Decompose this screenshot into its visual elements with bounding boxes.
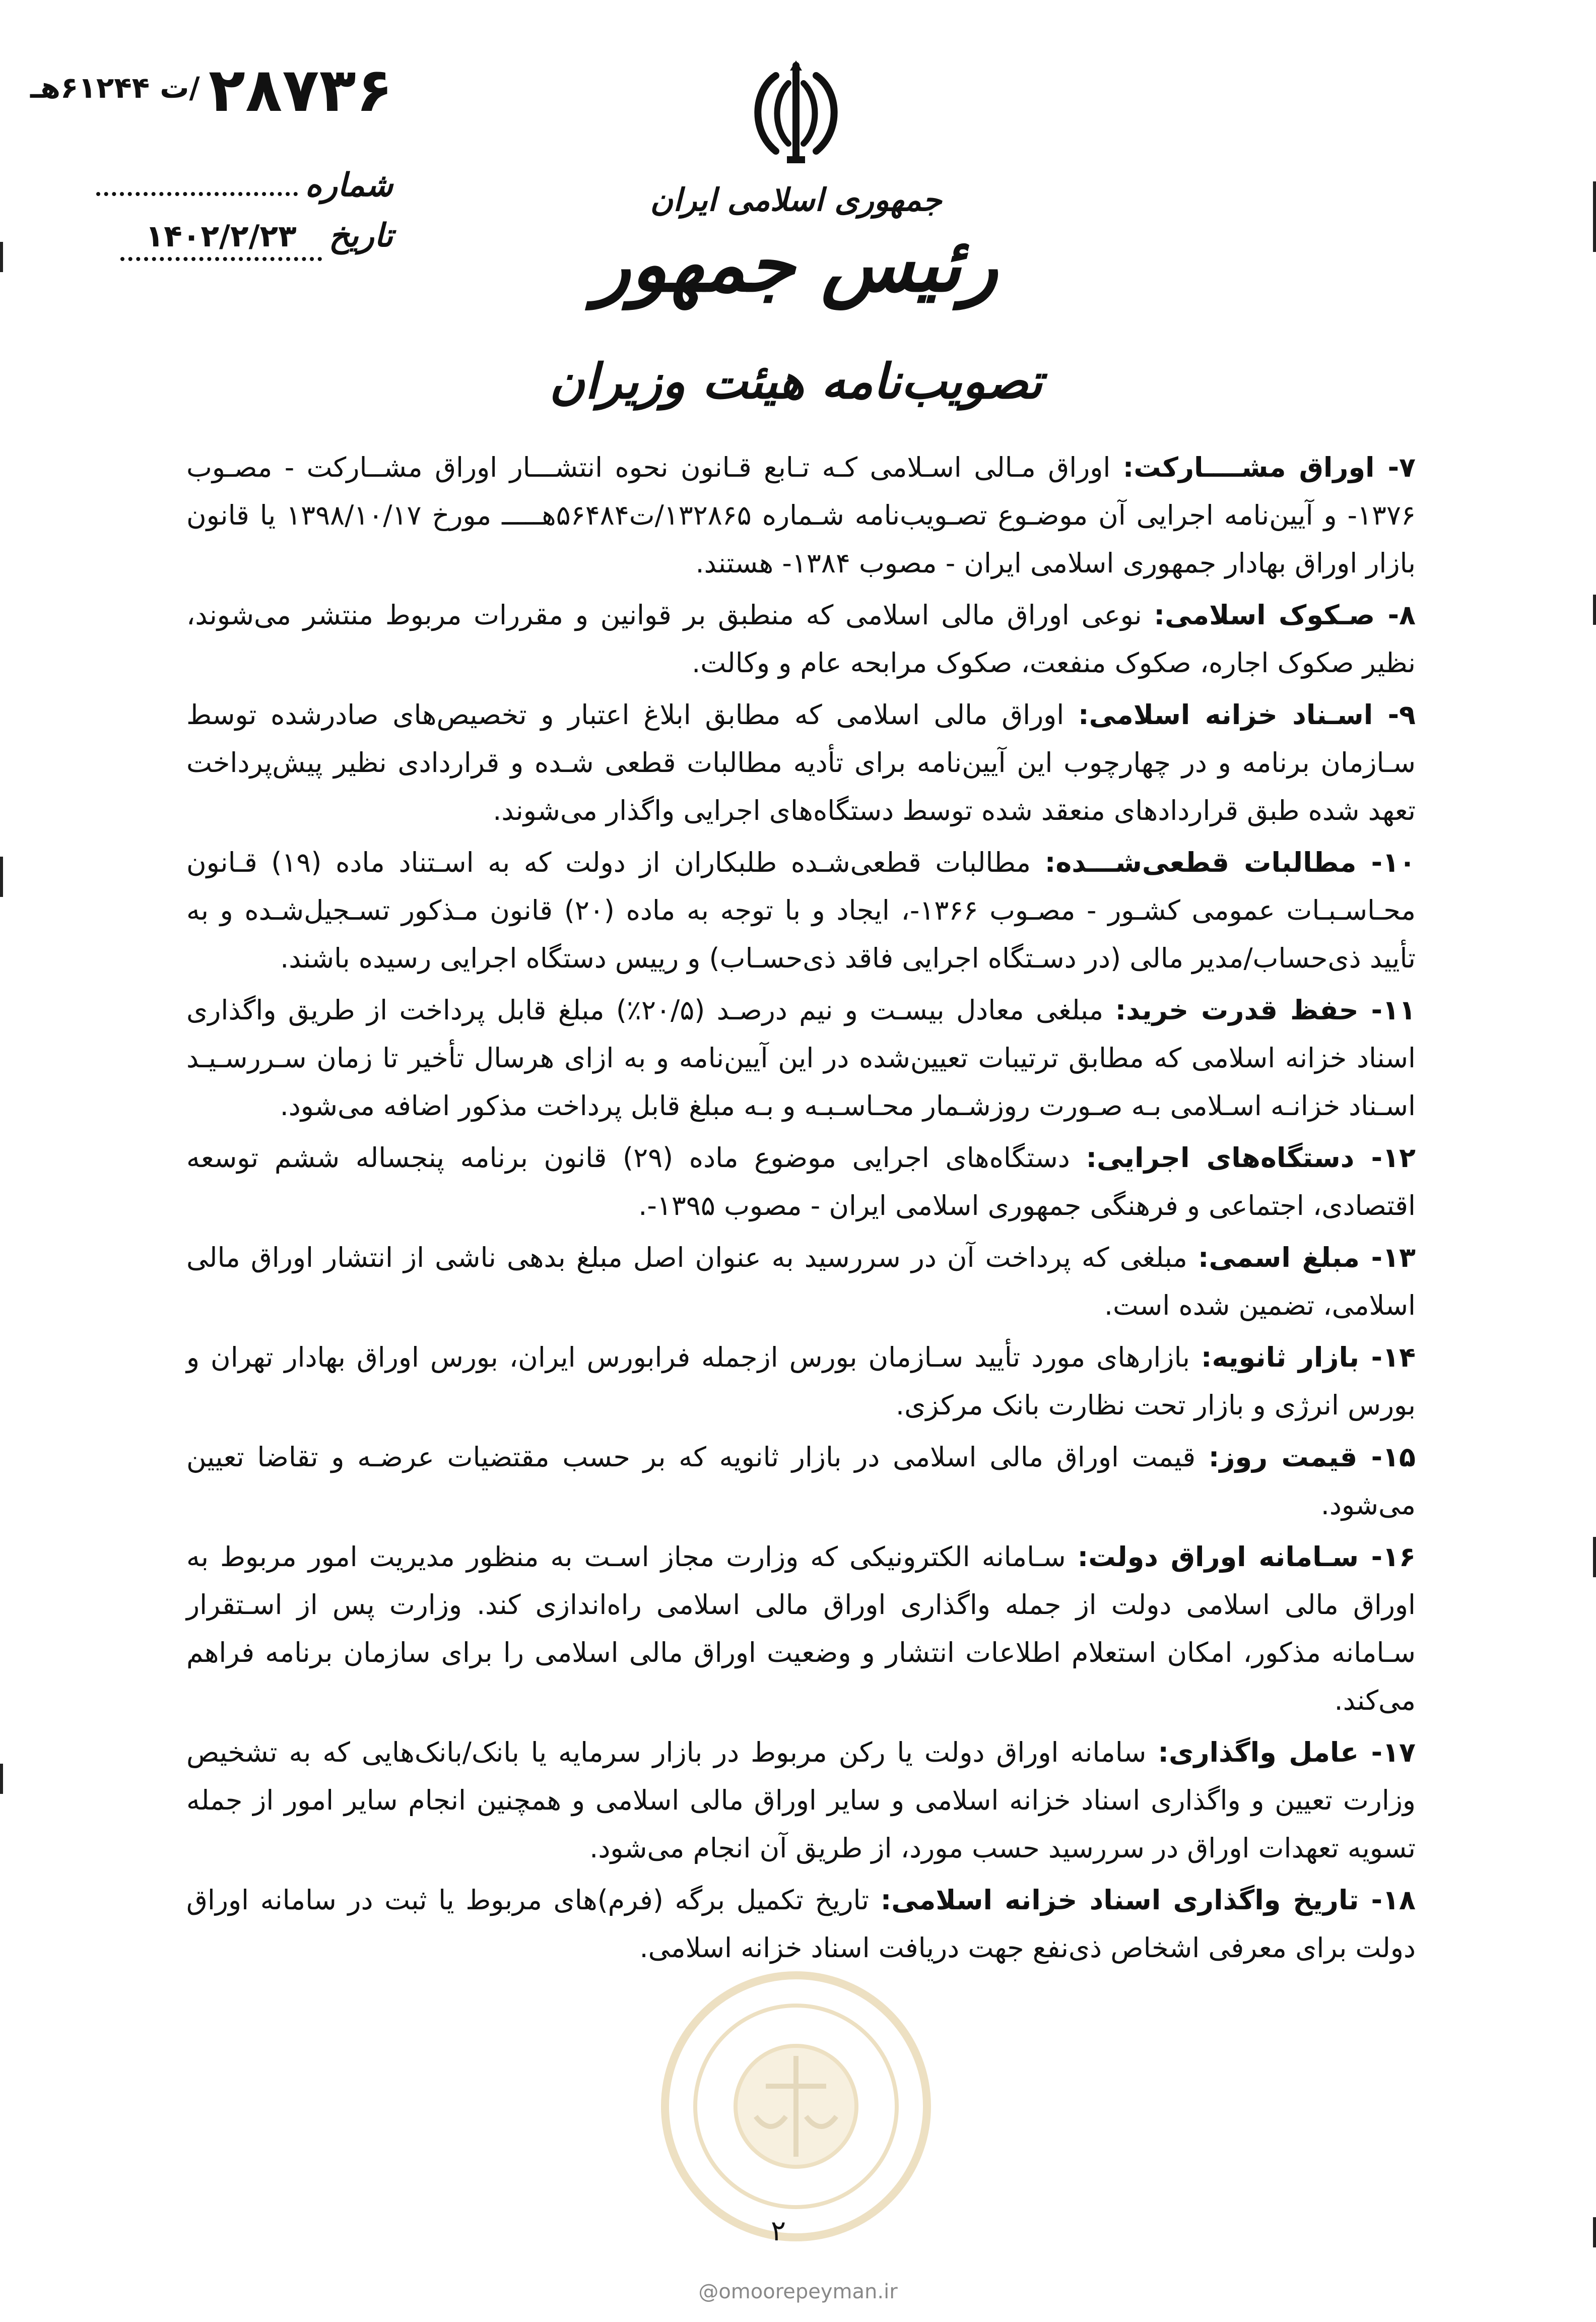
paragraph-text: دستگاه‌های اجرایی موضوع ماده (۲۹) قانون برنامه پنجساله ششم توسعه اقتصادی، اجتماعی و فرهنگی جمهوری اسلامی ایران - مصوب ۱۳۹۵-. [186, 1142, 1416, 1221]
date-value: ۱۴۰۲/۲/۲۳ [120, 219, 322, 261]
edge-mark [0, 857, 3, 897]
number-field [96, 166, 393, 204]
number-value [96, 189, 298, 196]
paragraph-11 [186, 986, 1416, 1130]
paragraph-text: اوراق مالی اسلامی که مطابق ابلاغ اعتبار و تخصیص‌های صادرشده توسط سـازمان برنامه و در چهارچوب این آیین‌نامه برای تأدیه مطالبات قطعی شـده و قراردادی نظیر پیش‌پرداخت تعهد شده طبق قراردادهای منعقد شده توسط دستگاه‌های اجرایی واگذار می‌شوند. [186, 699, 1416, 826]
paragraph-term: ۱۳- مبلغ اسمی: [1198, 1242, 1416, 1273]
paragraph-text: سامانه اوراق دولت یا رکن مربوط در بازار سرمایه یا بانک/بانک‌هایی که به تشخیص وزارت تعیین و واگذاری اسناد خزانه اسلامی و سایر اوراق مالی اسلامی و همچنین انجام سایر امور از جمله تسویه تعهدات اوراق در سررسید حسب مورد، از طریق آن انجام می‌شود. [186, 1736, 1416, 1864]
reference-number: ۲۸۷۳۶ [208, 55, 393, 125]
watermark-seal-icon [655, 1965, 937, 2247]
paragraph-14 [186, 1333, 1416, 1429]
paragraph-text: سـامانه الکترونیکی که وزارت مجاز اسـت به منظور مدیریت امور مربوط به اوراق مالی اسلامی دولت از جمله واگذاری اوراق مالی اسلامی راه‌اندازی کند. وزارت پس از اسـتقرار سـامانه مذکور، امکان استعلام اطلاعات انتشار و وضعیت اوراق مالی اسلامی را برای سازمان برنامه فراهم می‌کند. [186, 1541, 1416, 1716]
paragraph-8 [186, 591, 1416, 687]
masthead [544, 55, 1048, 448]
reference-code: /ت ۶۱۲۴۴هـ [30, 71, 200, 105]
paragraph-term: ۸- صـکوک اسلامی: [1154, 599, 1416, 631]
paragraph-term: ۷- اوراق مشــــارکت: [1122, 452, 1416, 483]
watermark-text: @omoorepeyman.ir [698, 2280, 898, 2303]
paragraph-text: تاریخ تکمیل برگه (فرم)های مربوط یا ثبت در سامانه اوراق دولت برای معرفی اشخاص ذی‌نفع جهت دریافت اسناد خزانه اسلامی. [186, 1884, 1416, 1964]
edge-mark [1593, 2217, 1596, 2247]
date-field [120, 217, 393, 261]
paragraph-12 [186, 1134, 1416, 1230]
paragraph-text: بازارهای مورد تأیید سـازمان بورس ازجمله فرابورس ایران، بورس اوراق بهادار تهران و بورس انرژی و بازار تحت نظارت بانک مرکزی. [186, 1341, 1416, 1421]
paragraph-15 [186, 1433, 1416, 1529]
date-label: تاریخ [328, 217, 393, 254]
document-body [186, 443, 1416, 1976]
edge-mark [1593, 595, 1596, 625]
paragraph-term: ۱۰- مطالبات قطعی‌شـــده: [1044, 847, 1416, 878]
paragraph-13 [186, 1234, 1416, 1329]
paragraph-term: ۱۲- دستگاه‌های اجرایی: [1086, 1142, 1416, 1174]
paragraph-text: مبلغی که پرداخت آن در سررسید به عنوان اصل مبلغ بدهی ناشی از انتشار اوراق مالی اسلامی، تضمین شده است. [186, 1242, 1416, 1321]
paragraph-16 [186, 1533, 1416, 1724]
paragraph-text: مطالبات قطعی‌شـده طلبکاران از دولت که به اسـتناد ماده (۱۹) قـانون محـاسـبـات عمومی کشـور - مصـوب ۱۳۶۶-، ایجاد و با توجه به ماده (۲۰) قانون مـذکور تسـجیل‌شـده و به تأیید ذی‌حساب/مدیر مالی (در دسـتگاه اجرایی فاقد ذی‌حسـاب) و رییس دستگاه اجرایی رسیده باشند. [186, 847, 1416, 974]
paragraph-term: ۹- اسـناد خزانه اسلامی: [1078, 699, 1416, 731]
document-subtitle: تصویب‌نامه هیئت وزیران [549, 353, 1043, 410]
edge-mark [1593, 1537, 1596, 1577]
paragraph-10 [186, 838, 1416, 982]
paragraph-term: ۱۱- حفظ قدرت خرید: [1115, 994, 1416, 1026]
reference-block [30, 55, 393, 277]
paragraph-17 [186, 1728, 1416, 1872]
page-number: ۲ [771, 2215, 786, 2247]
paragraph-text: اوراق مـالی اسـلامی کـه تـابع قـانون نحوه انتشـــار اوراق مشــارکت - مصـوب ۱۳۷۶- و آیین‌نامه اجرایی آن موضـوع تصـویب‌نامه شـماره ۱۳۲۸۶۵/ت۵۶۴۸۴هـــــ مورخ ۱۳۹۸/۱۰/۱۷ یا قانون بازار اوراق بهادار جمهوری اسلامی ایران - مصوب ۱۳۸۴- هستند. [186, 452, 1416, 579]
iran-emblem-icon [741, 55, 851, 171]
edge-mark [0, 1764, 3, 1794]
paragraph-text: قیمت اوراق مالی اسلامی در بازار ثانویه که بر حسب مقتضیات عرضـه و تقاضا تعیین می‌شود. [186, 1441, 1416, 1521]
number-label: شماره [305, 166, 393, 204]
paragraph-text: نوعی اوراق مالی اسلامی که منطبق بر قوانین و مقررات مربوط منتشر می‌شوند، نظیر صکوک اجاره، صکوک منفعت، صکوک مرابحه عام و وکالت. [186, 599, 1416, 679]
paragraph-term: ۱۵- قیمت روز: [1208, 1441, 1416, 1473]
paragraph-7 [186, 443, 1416, 587]
edge-mark [0, 242, 3, 272]
paragraph-term: ۱۴- بازار ثانویه: [1201, 1341, 1416, 1373]
paragraph-18 [186, 1876, 1416, 1972]
office-title: رئیس جمهور [594, 220, 998, 309]
paragraph-term: ۱۷- عامل واگذاری: [1158, 1736, 1416, 1768]
paragraph-term: ۱۶- سـامانه اوراق دولت: [1077, 1541, 1416, 1573]
paragraph-9 [186, 691, 1416, 834]
paragraph-text: مبلغی معادل بیسـت و نیم درصـد (۲۰/۵٪) مبلغ قابل پرداخت از طریق واگذاری اسناد خزانه اسلامی که مطابق ترتیبات تعیین‌شده در این آیین‌نامه و به ازای هرسال تأخیر تا زمان سـررسـیـد اسـناد خزانـه اسـلامی بـه صـورت روزشـمار محـاسـبـه و بـه مبلغ قابل پرداخت مذکور اضافه می‌شود. [186, 994, 1416, 1122]
edge-mark [1593, 181, 1596, 252]
paragraph-term: ۱۸- تاریخ واگذاری اسناد خزانه اسلامی: [880, 1884, 1416, 1916]
republic-title: جمهوری اسلامی ایران [650, 181, 942, 218]
